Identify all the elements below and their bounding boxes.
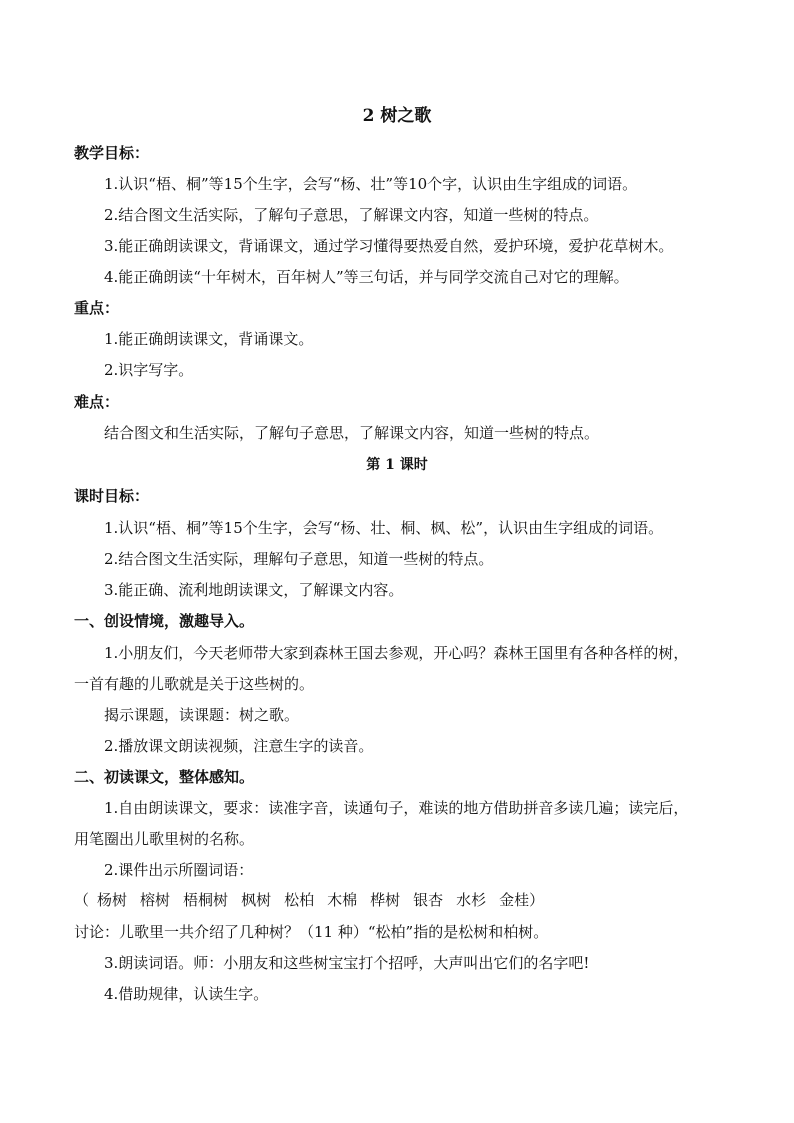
- part2-paragraph: 3.朗读词语。师：小朋友和这些树宝宝打个招呼，大声叫出它们的名字吧!: [104, 954, 590, 972]
- key-heading: 重点：: [74, 299, 120, 317]
- key-item: 1.能正确朗读课文，背诵课文。: [104, 330, 314, 348]
- part1-paragraph: 2.播放课文朗读视频，注意生字的读音。: [104, 737, 374, 755]
- goal-item: 3.能正确朗读课文，背诵课文，通过学习懂得要热爱自然，爱护环境，爱护花草树木。: [104, 237, 674, 255]
- tree-word: 金桂: [499, 891, 530, 909]
- difficulty-heading: 难点：: [74, 393, 120, 411]
- tree-word: 银杏: [413, 891, 444, 909]
- part1-paragraph: 一首有趣的儿歌就是关于这些树的。: [74, 675, 315, 693]
- difficulty-item: 结合图文和生活实际，了解句子意思，了解课文内容，知道一些树的特点。: [104, 424, 600, 442]
- goal-item: 1.认识“梧、桐”等15个生字，会写“杨、壮”等10个字，认识由生字组成的词语。: [104, 175, 638, 193]
- goal-item: 4.能正确朗读“十年树木，百年树人”等三句话，并与同学交流自己对它的理解。: [104, 268, 629, 286]
- part2-heading: 二、初读课文，整体感知。: [74, 768, 255, 786]
- part2-paragraph: 用笔圈出儿歌里树的名称。: [74, 830, 255, 848]
- tree-word: 水杉: [456, 891, 487, 909]
- part2-paragraph: 1.自由朗读课文，要求：读准字音，读通句子，难读的地方借助拼音多读几遍；读完后，: [104, 799, 689, 817]
- tree-word: 松柏: [284, 891, 315, 909]
- goal-item: 2.结合图文生活实际，了解句子意思，了解课文内容，知道一些树的特点。: [104, 206, 599, 224]
- lesson-goals-heading: 课时目标：: [74, 487, 150, 505]
- paren-open: （: [74, 891, 90, 909]
- tree-word: 榕树: [140, 891, 171, 909]
- lesson-goal-item: 1.认识“梧、桐”等15个生字，会写“杨、壮、桐、枫、松”，认识由生字组成的词语。: [104, 519, 664, 537]
- part1-paragraph: 1.小朋友们，今天老师带大家到森林王国去参观，开心吗？森林王国里有各种各样的树，: [104, 644, 689, 662]
- goals-heading: 教学目标：: [74, 144, 150, 162]
- part1-paragraph: 揭示课题，读课题：树之歌。: [104, 706, 300, 724]
- part1-heading: 一、创设情境，激趣导入。: [74, 612, 255, 630]
- part2-paragraph: 2.课件出示所圈词语：: [104, 861, 254, 879]
- paren-close: ）: [529, 891, 545, 909]
- tree-word: 桦树: [370, 891, 401, 909]
- lesson-goal-item: 2.结合图文生活实际，理解句子意思，知道一些树的特点。: [104, 550, 494, 568]
- tree-word: 杨树: [97, 891, 128, 909]
- tree-word: 梧桐树: [183, 891, 229, 909]
- part2-paragraph: 4.借助规律，认读生字。: [104, 985, 269, 1003]
- tree-word: 枫树: [241, 891, 272, 909]
- lesson-title: 第 1 课时: [366, 457, 428, 473]
- lesson-goal-item: 3.能正确、流利地朗读课文，了解课文内容。: [104, 581, 404, 599]
- key-item: 2.识字写字。: [104, 361, 194, 379]
- page-title: 2 树之歌: [362, 106, 432, 126]
- tree-word: 木棉: [327, 891, 358, 909]
- tree-word-list: [74, 890, 544, 910]
- part2-discussion: 讨论：儿歌里一共介绍了几种树？（11 种）“松柏”指的是松树和柏树。: [74, 923, 549, 941]
